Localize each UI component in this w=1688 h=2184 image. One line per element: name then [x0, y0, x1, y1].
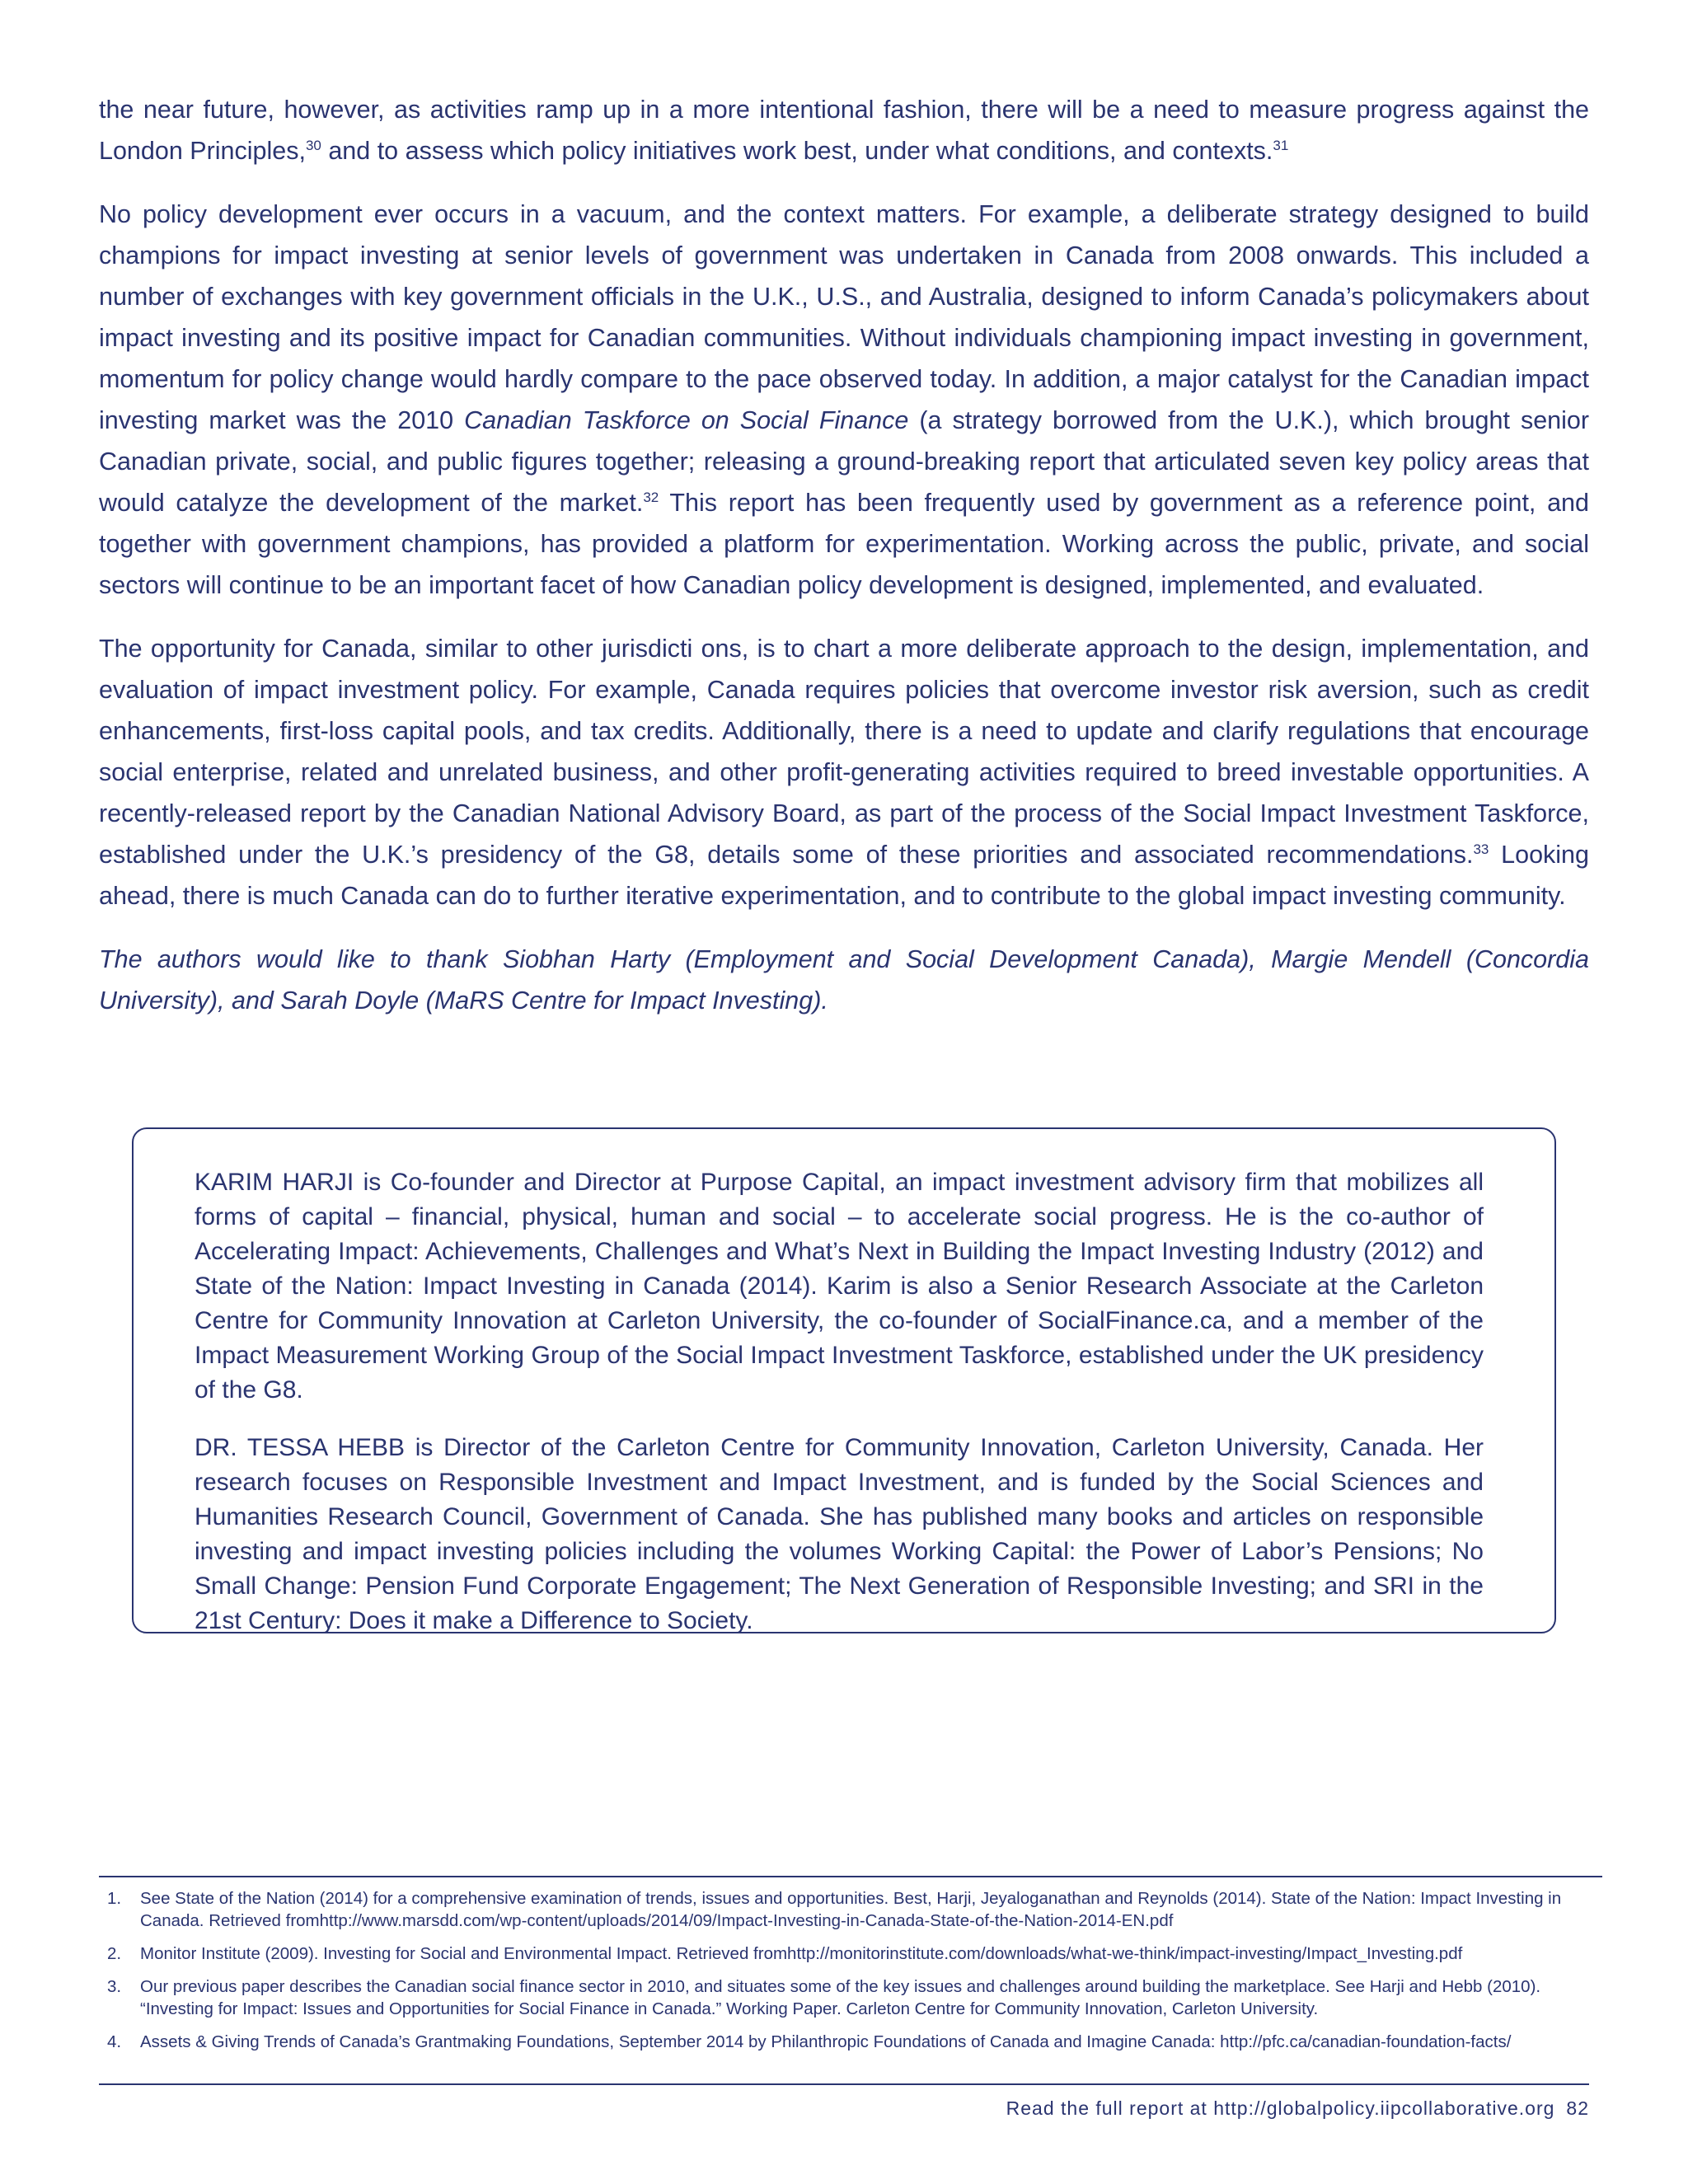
footnote-ref-31[interactable]: 31 — [1273, 137, 1289, 153]
footnote-ref-33[interactable]: 33 — [1473, 841, 1489, 857]
body-text — [99, 89, 1589, 1043]
footer-divider — [99, 2083, 1589, 2085]
footnote-item — [107, 1943, 1591, 1965]
footnotes-divider — [99, 1876, 1602, 1877]
footnote-text: Our previous paper describes the Canadian social finance sector in 2010, and situates some of the key issues and challenges around building the marketplace. See Harji and Hebb (2010). “Investing for Impact: Issues and Opportunities for Social Finance in Canada.” Working Paper. Carleton Centre for Community Innovation, Carleton University. — [140, 1977, 1541, 2018]
footnote-text: Assets & Giving Trends of Canada’s Grantmaking Foundations, September 2014 by Philanthropic Foundations of Canada and Imagine Canada: http://pfc.ca/canadian-foundation-facts/ — [140, 2032, 1512, 2051]
footnote-item — [107, 2031, 1591, 2053]
author-bios-box — [132, 1127, 1556, 1633]
footnote-number: 4. — [107, 2032, 122, 2051]
report-link[interactable]: Read the full report at http://globalpolicy.iipcollaborative.org — [1006, 2097, 1555, 2119]
footnote-number: 3. — [107, 1977, 122, 1996]
report-title: Canadian Taskforce on Social Finance — [464, 406, 909, 434]
footnote-text: See State of the Nation (2014) for a comprehensive examination of trends, issues and opportunities. Best, Harji, Jeyaloganathan and Reynolds (2014). State of the Nation: Impact Investing in Canada. Retrieved fromhttp://www.marsdd.com/wp-content/uploads/2014/09/Impact-Investing-in-Canada-State-of-the-Nation-2014-EN.pdf — [140, 1889, 1562, 1930]
acknowledgement: The authors would like to thank Siobhan Harty (Employment and Social Development Canada), Margie Mendell (Concordia University), and Sarah Doyle (MaRS Centre for Impact Investing). — [99, 945, 1589, 1015]
paragraph-3: The opportunity for Canada, similar to other jurisdicti ons, is to chart a more deliberate approach to the design, implementation, and evaluation of impact investment policy. For example, Canada requires policies that overcome investor risk aversion, such as credit enhancements, first-loss capital pools, and tax credits. Additionally, there is a need to update and clarify regulations that encourage social enterprise, related and unrelated business, and other profit-generating activities required to breed investable opportunities. A recently-released report by the Canadian National Advisory Board, as part of the process of the Social Impact Investment Taskforce, established under the U.K.’s presidency of the G8, details some of these priorities and associated recommendations.$^{33}$ Looking ahead, there is much Canada can do to further iterative experimentation, and to contribute to the global impact investing community. — [99, 635, 1589, 910]
paragraph-2: No policy development ever occurs in a vacuum, and the context matters. For example, a deliberate strategy designed to build champions for impact investing at senior levels of government was undertaken in Canada from 2008 onwards. This included a number of exchanges with key government officials in the U.K., U.S., and Australia, designed to inform Canada’s policymakers about impact investing and its positive impact for Canadian communities. Without individuals championing impact investing in government, momentum for policy change would hardly compare to the pace observed today. In addition, a major catalyst for the Canadian impact investing market was the 2010 Canadian Taskforce on Social Finance (a strategy borrowed from the U.K.), which brought senior Canadian private, social, and public figures together; releasing a ground-breaking report that articulated seven key policy areas that would catalyze the development of the market.$^{32}$ This report has been frequently used by government as a reference point, and together with government champions, has provided a platform for experimentation. Working across the public, private, and social sectors will continue to be an important facet of how Canadian policy development is designed, implemented, and evaluated. — [99, 200, 1590, 599]
footnote-ref-32[interactable]: 32 — [643, 489, 659, 505]
footnote-number: 2. — [107, 1944, 122, 1963]
page-footer — [1006, 2097, 1589, 2120]
footnote-item — [107, 1887, 1591, 1932]
footnotes — [107, 1887, 1591, 2064]
bio-karim-harji: KARIM HARJI is Co-founder and Director at Purpose Capital, an impact investment advisory firm that mobilizes all forms of capital – financial, physical, human and social – to accelerate social progress. He is the co-author of Accelerating Impact: Achievements, Challenges and What’s Next in Building the Impact Investing Industry (2012) and State of the Nation: Impact Investing in Canada (2014). Karim is also a Senior Research Associate at the Carleton Centre for Community Innovation at Carleton University, the co-founder of SocialFinance.ca, and a member of the Impact Measurement Working Group of the Social Impact Investment Taskforce, established under the UK presidency of the G8. — [195, 1169, 1484, 1404]
page-number: 82 — [1566, 2097, 1589, 2119]
footnote-number: 1. — [107, 1889, 122, 1908]
bio-tessa-hebb: DR. TESSA HEBB is Director of the Carleton Centre for Community Innovation, Carleton University, Canada. Her research focuses on Responsible Investment and Impact Investment, and is funded by the Social Sciences and Humanities Research Council, Government of Canada. She has published many books and articles on responsible investing and impact investing policies including the volumes Working Capital: the Power of Labor’s Pensions; No Small Change: Pension Fund Corporate Engagement; The Next Generation of Responsible Investing; and SRI in the 21st Century: Does it make a Difference to Society. — [195, 1434, 1484, 1634]
footnote-item — [107, 1975, 1591, 2020]
paragraph-1: the near future, however, as activities ramp up in a more intentional fashion, there will be a need to measure progress against the London Principles,$^{30}$ and to assess which policy initiatives work best, under what conditions, and contexts.$^{31}$ — [99, 96, 1589, 165]
footnote-text: Monitor Institute (2009). Investing for Social and Environmental Impact. Retrieved fromhttp://monitorinstitute.com/downloads/what-we-think/impact-investing/Impact_Investing.pdf — [140, 1944, 1463, 1963]
footnote-ref-30[interactable]: 30 — [305, 137, 321, 153]
